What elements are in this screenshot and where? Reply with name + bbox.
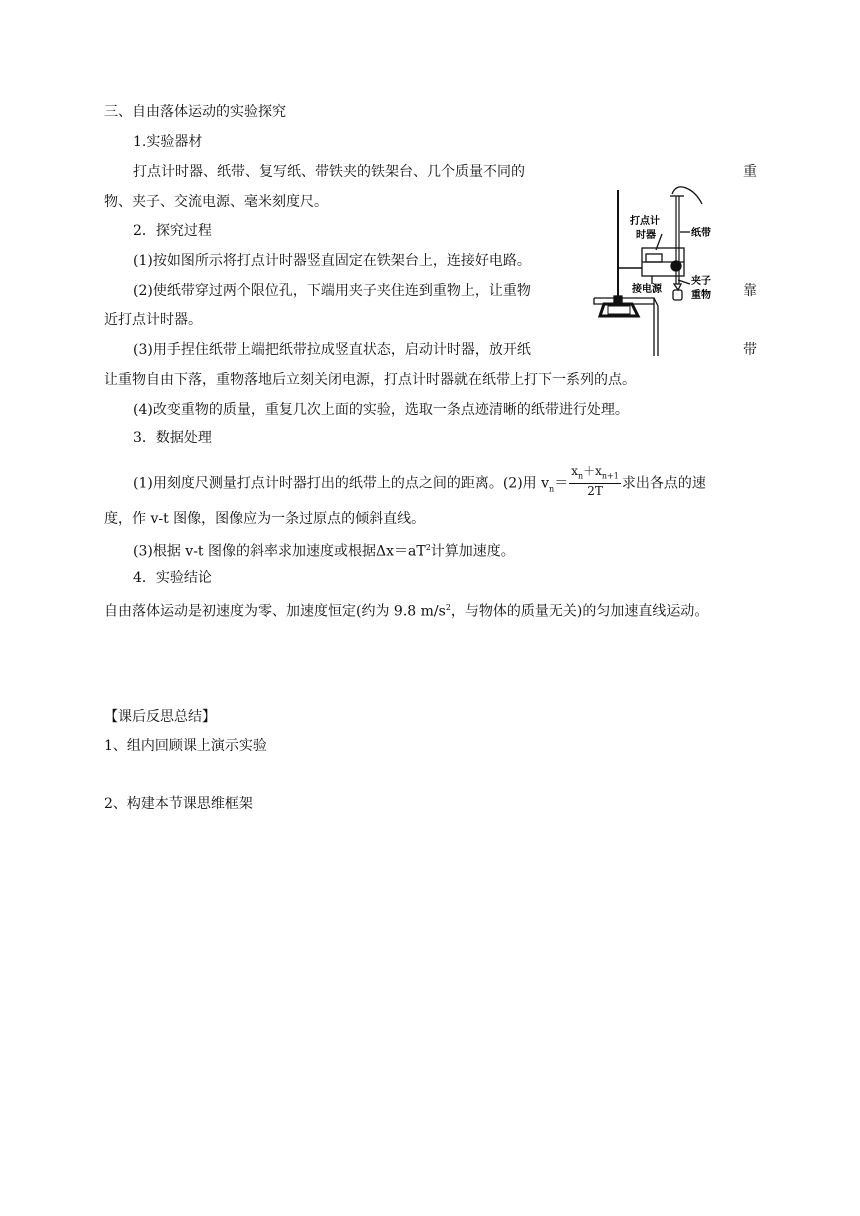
- apparatus-figure: [592, 180, 718, 356]
- section-title: 三、自由落体运动的实验探究: [104, 104, 286, 120]
- data-step-1-text: [133, 466, 706, 501]
- numerator-sub-n1: n+1: [601, 471, 619, 481]
- label-timer-2: 时器: [636, 230, 656, 241]
- process-step-2-end: 靠: [743, 283, 757, 299]
- numerator-sub-n: n: [577, 471, 584, 481]
- subheading-equipment: 1.实验器材: [133, 134, 203, 150]
- process-step-3-cont: 让重物自由下落，重物落地后立刻关闭电源，打点计时器就在纸带上打下一系列的点。: [104, 372, 636, 388]
- process-step-2-cont: 近打点计时器。: [104, 312, 202, 328]
- fraction-denominator: 2T: [587, 484, 603, 499]
- conclusion: [104, 598, 708, 622]
- label-timer-1: 打点计: [630, 216, 660, 227]
- subheading-conclusion: 4．实验结论: [133, 570, 212, 586]
- data-step-1: [133, 466, 757, 501]
- process-step-4: (4)改变重物的质量，重复几次上面的实验，选取一条点迹清晰的纸带进行处理。: [133, 402, 629, 418]
- t-squared: 2: [425, 543, 431, 552]
- equipment-line-1: [133, 162, 757, 182]
- equipment-line-2: 物、夹子、交流电源、毫米刻度尺。: [104, 194, 328, 210]
- data-step-1-cont: 度，作 v-t 图像，图像应为一条过原点的倾斜直线。: [104, 511, 426, 527]
- equipment-text-end: 重: [743, 164, 757, 180]
- subheading-data: 3．数据处理: [133, 430, 212, 446]
- label-weight: 重物: [691, 290, 711, 301]
- process-step-3-end: 带: [743, 342, 757, 358]
- v-subscript: n: [549, 484, 555, 494]
- velocity-fraction: [569, 464, 621, 499]
- process-step-1: (1)按如图所示将打点计时器竖直固定在铁架台上，连接好电路。: [133, 253, 531, 269]
- equals-sign: ＝: [554, 475, 569, 492]
- process-step-2-text: (2)使纸带穿过两个限位孔，下端用夹子夹住连到重物上，让重物: [133, 283, 531, 299]
- subheading-process: 2．探究过程: [133, 223, 212, 239]
- data-step-3-text: (3)根据 v-t 图像的斜率求加速度或根据Δx＝aT: [133, 543, 426, 560]
- data-step-3: [133, 538, 515, 562]
- reflection-item-1: 1、组内回顾课上演示实验: [104, 738, 267, 754]
- conclusion-tail: ，与物体的质量无关)的匀加速直线运动。: [450, 603, 709, 620]
- process-step-3-text: (3)用手捏住纸带上端把纸带拉成竖直状态，启动计时器，放开纸: [133, 342, 531, 358]
- fraction-numerator: [569, 464, 621, 484]
- data-step-1-tail: 求出各点的速: [621, 475, 706, 492]
- conclusion-text: 自由落体运动是初速度为零、加速度恒定(约为 9.8 m/s: [104, 603, 446, 620]
- data-step-1-lead: (1)用刻度尺测量打点计时器打出的纸带上的点之间的距离。(2)用 v: [133, 475, 550, 492]
- equipment-text: 打点计时器、纸带、复写纸、带铁夹的铁架台、几个质量不同的: [133, 164, 525, 180]
- label-power: 接电源: [632, 284, 662, 295]
- label-clip: 夹子: [691, 276, 711, 287]
- numerator-x: x: [571, 464, 578, 478]
- reflection-item-2: 2、构建本节课思维框架: [104, 796, 253, 812]
- data-step-3-tail: 计算加速度。: [430, 543, 515, 560]
- seconds-squared: 2: [445, 603, 451, 612]
- reflection-title: 【课后反思总结】: [104, 709, 216, 725]
- label-tape: 纸带: [691, 228, 711, 239]
- numerator-plus-x: ＋x: [583, 464, 602, 478]
